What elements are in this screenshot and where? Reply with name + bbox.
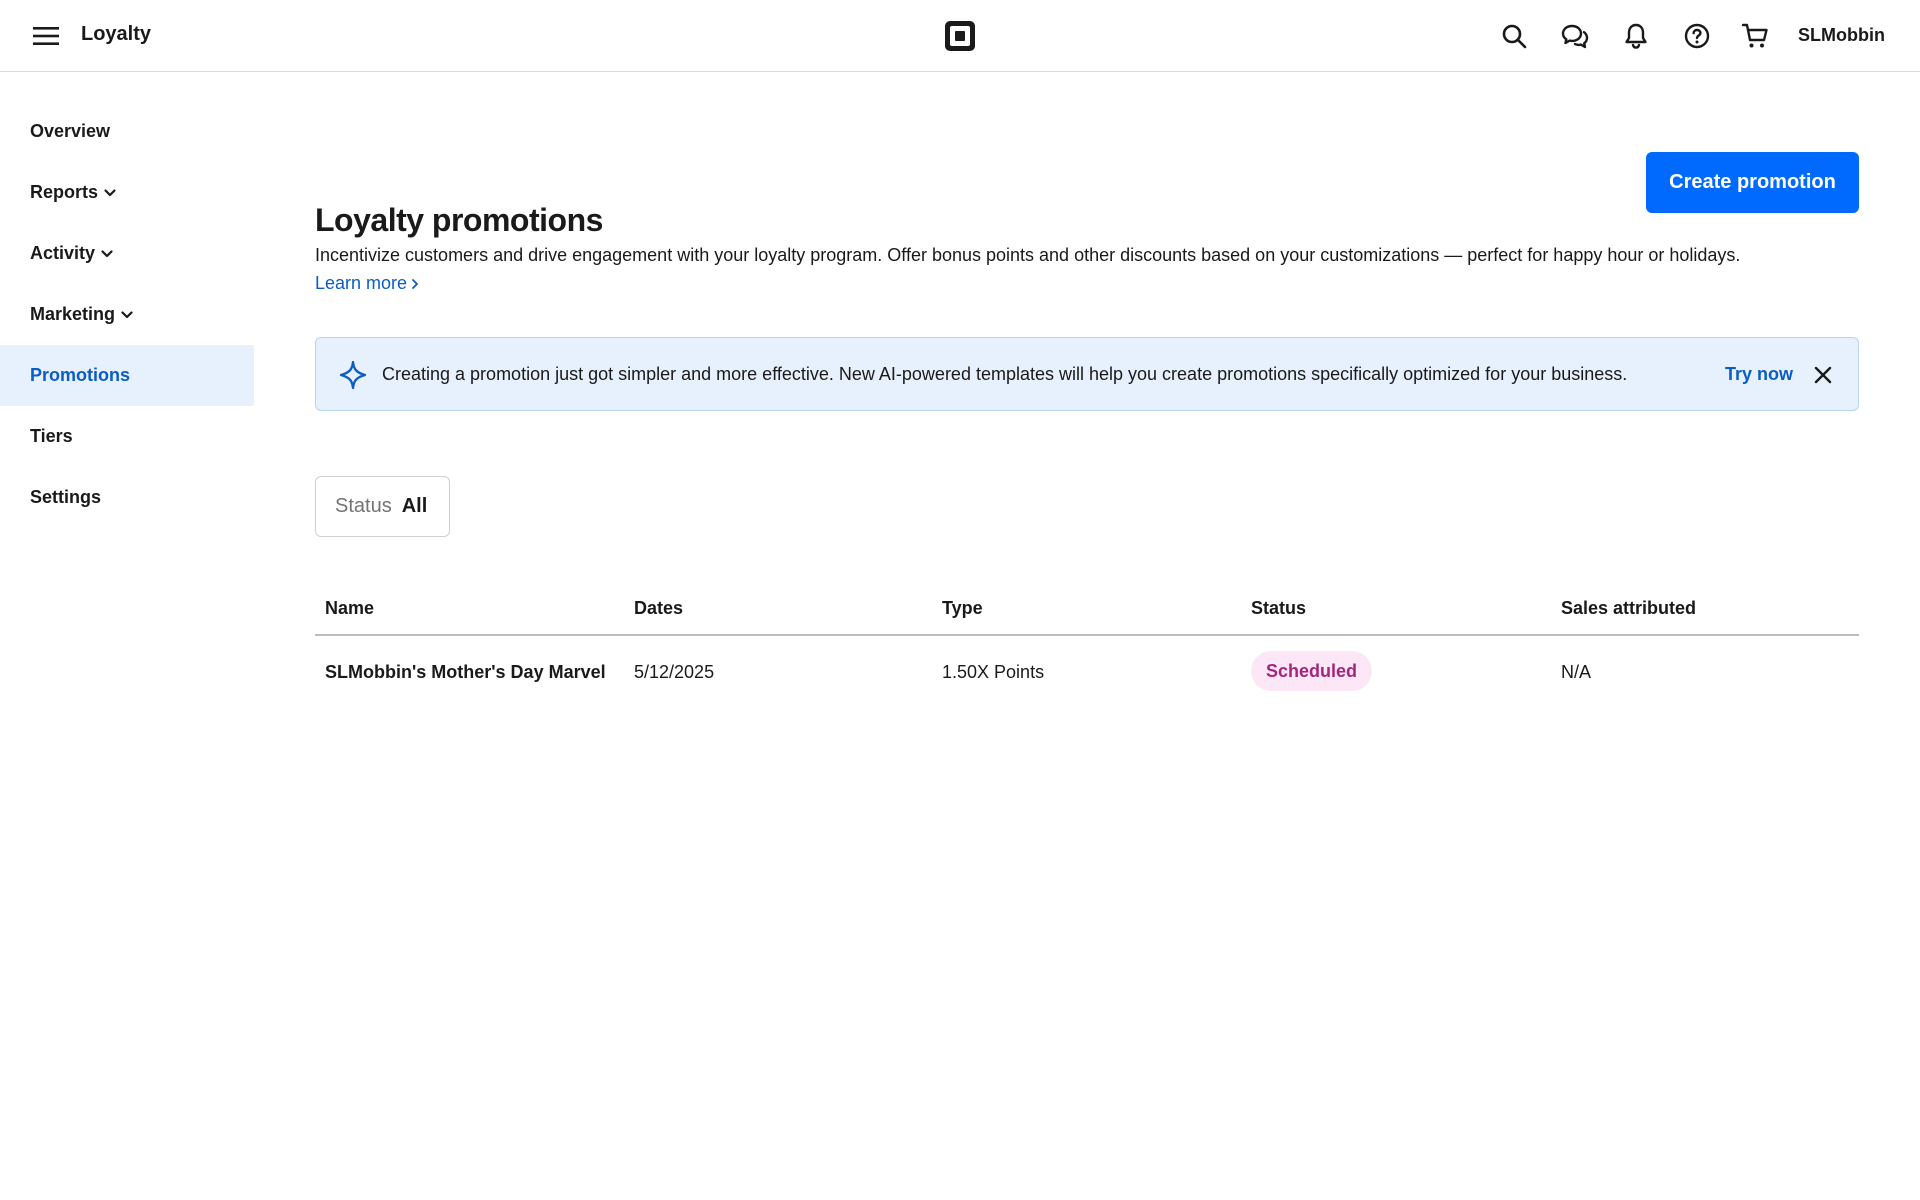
status-filter[interactable] (315, 476, 450, 537)
sidebar-item-label: Overview (30, 121, 111, 141)
promotions-table (315, 580, 1859, 710)
sidebar-item-label: Settings (30, 487, 102, 507)
status-filter-label: Status (335, 495, 392, 517)
sidebar-item-label: Marketing (30, 304, 116, 324)
search-icon[interactable] (1498, 20, 1530, 52)
try-now-link[interactable]: Try now (1725, 364, 1794, 384)
banner-message: Creating a promotion just got simpler and more effective. New AI-powered templates will help you create promotions specifically optimized for your business. (382, 364, 1628, 384)
promotion-dates: 5/12/2025 (634, 662, 715, 682)
sidebar-item-overview[interactable] (0, 101, 254, 162)
cart-icon[interactable] (1739, 20, 1771, 52)
top-bar (0, 0, 1920, 72)
ai-templates-banner (315, 337, 1859, 411)
bell-icon[interactable] (1620, 20, 1652, 52)
messages-icon[interactable] (1559, 20, 1591, 52)
sidebar-item-settings[interactable] (0, 467, 254, 528)
sidebar-item-label: Reports (30, 182, 99, 202)
learn-more-link[interactable] (315, 273, 420, 294)
column-header-status[interactable]: Status (1251, 598, 1307, 618)
sidebar-item-tiers[interactable] (0, 406, 254, 467)
chevron-down-icon (103, 186, 117, 200)
page-title: Loyalty promotions (315, 202, 603, 238)
square-logo-icon[interactable] (944, 20, 976, 52)
column-header-sales-attributed[interactable]: Sales attributed (1561, 598, 1697, 618)
chevron-down-icon (100, 247, 114, 261)
promotion-name[interactable]: SLMobbin's Mother's Day Marvel (325, 662, 606, 682)
table-row[interactable] (315, 636, 1859, 710)
chevron-down-icon (120, 308, 134, 322)
chevron-right-icon (410, 278, 420, 290)
promotion-type: 1.50X Points (942, 662, 1045, 682)
app-title: Loyalty (81, 23, 152, 45)
user-account-menu[interactable]: SLMobbin (1798, 25, 1885, 45)
sidebar-item-label: Promotions (30, 365, 131, 385)
column-header-name[interactable]: Name (325, 598, 375, 618)
sidebar-item-activity[interactable] (0, 223, 254, 284)
status-badge: Scheduled (1251, 651, 1372, 691)
sidebar-item-label: Activity (30, 243, 96, 263)
sidebar-item-promotions[interactable] (0, 345, 254, 406)
sidebar-item-marketing[interactable] (0, 284, 254, 345)
close-icon[interactable] (1810, 362, 1836, 388)
sidebar-item-reports[interactable] (0, 162, 254, 223)
page-description: Incentivize customers and drive engagement with your loyalty program. Offer bonus points and other discounts based on your customizations — perfect for happy hour or holidays. (315, 245, 1741, 265)
menu-icon[interactable] (30, 22, 62, 50)
column-header-type[interactable]: Type (942, 598, 983, 618)
sidebar-item-label: Tiers (30, 426, 73, 446)
sales-attributed: N/A (1561, 662, 1592, 682)
status-filter-value: All (401, 495, 428, 517)
column-header-dates[interactable]: Dates (634, 598, 684, 618)
help-icon[interactable] (1681, 20, 1713, 52)
sparkle-icon (338, 360, 368, 390)
learn-more-label: Learn more (315, 273, 408, 293)
table-header (315, 580, 1859, 636)
create-promotion-button[interactable]: Create promotion (1646, 152, 1859, 213)
